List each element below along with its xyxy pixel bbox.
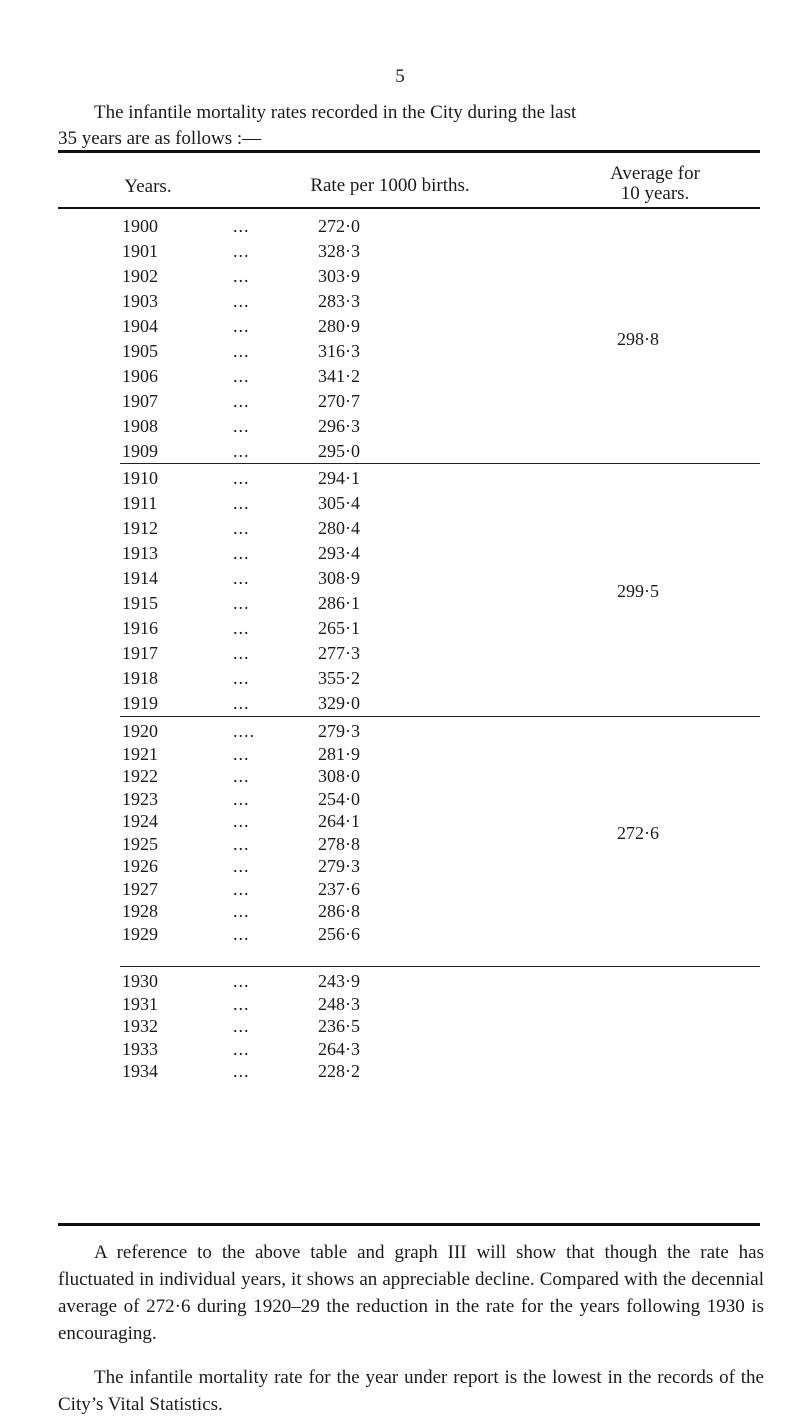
rate-cell: 305·4 — [318, 493, 360, 513]
leader-dots: ... — [233, 543, 250, 563]
leader-dots: ... — [233, 788, 250, 809]
year-cell: 1928 — [122, 901, 158, 921]
year-cell: 1906 — [122, 366, 158, 386]
leader-dots: ... — [233, 291, 250, 311]
leader-dots: ... — [233, 518, 250, 538]
leader-dots: ... — [233, 441, 250, 461]
intro-line-2: 35 years are as follows :— — [58, 128, 262, 149]
year-cell: 1925 — [122, 833, 158, 854]
leader-dots: ... — [233, 493, 250, 513]
rate-cell: 296·3 — [318, 416, 360, 436]
year-cell: 1918 — [122, 668, 158, 688]
rate-cell: 316·3 — [318, 341, 360, 361]
table-header-rule — [58, 207, 760, 209]
year-cell: 1903 — [122, 291, 158, 311]
leader-dots: .... — [233, 721, 255, 741]
year-cell: 1932 — [122, 1016, 158, 1036]
rate-cell: 279·3 — [318, 721, 360, 741]
leader-dots: ... — [233, 266, 250, 286]
rate-cell: 265·1 — [318, 618, 360, 638]
year-cell: 1929 — [122, 923, 158, 944]
rate-cell: 295·0 — [318, 441, 360, 461]
rate-cell: 236·5 — [318, 1016, 360, 1036]
leader-dots: ... — [233, 643, 250, 663]
table-row — [58, 719, 760, 743]
year-cell: 1923 — [122, 788, 158, 809]
rate-cell: 303·9 — [318, 266, 360, 286]
table-row — [58, 264, 760, 288]
year-cell: 1902 — [122, 266, 158, 286]
decade-separator — [120, 463, 760, 464]
header-average — [560, 164, 750, 204]
table-row — [58, 854, 760, 878]
leader-dots: ... — [233, 316, 250, 336]
leader-dots: ... — [233, 856, 250, 876]
year-cell: 1931 — [122, 993, 158, 1014]
year-cell: 1916 — [122, 618, 158, 638]
year-cell: 1922 — [122, 766, 158, 786]
table-top-rule — [58, 150, 760, 153]
year-cell: 1913 — [122, 543, 158, 563]
decade-average: 272·6 — [617, 822, 659, 843]
table-row — [58, 742, 760, 766]
rate-cell: 308·9 — [318, 568, 360, 588]
table-row — [58, 541, 760, 565]
leader-dots: ... — [233, 341, 250, 361]
table-row — [58, 764, 760, 788]
leader-dots: ... — [233, 901, 250, 921]
table-row — [58, 666, 760, 690]
table-row — [58, 1059, 760, 1083]
table-row — [58, 439, 760, 463]
leader-dots: ... — [233, 668, 250, 688]
intro-line-1: The infantile mortality rates recorded in the City during the last — [94, 102, 577, 123]
table-row — [58, 491, 760, 515]
year-cell: 1907 — [122, 391, 158, 411]
leader-dots: ... — [233, 743, 250, 764]
rate-cell: 277·3 — [318, 643, 360, 663]
decade-average: 299·5 — [617, 581, 659, 601]
table-row — [58, 899, 760, 923]
year-cell: 1909 — [122, 441, 158, 461]
rate-cell: 280·4 — [318, 518, 360, 538]
table-row — [58, 466, 760, 490]
table-row — [58, 1014, 760, 1038]
year-cell: 1920 — [122, 721, 158, 741]
year-cell: 1933 — [122, 1038, 158, 1059]
year-cell: 1924 — [122, 811, 158, 831]
year-cell: 1901 — [122, 241, 158, 261]
year-cell: 1910 — [122, 468, 158, 488]
header-years: Years. — [124, 176, 172, 197]
table-bottom-rule — [58, 1223, 760, 1226]
year-cell: 1930 — [122, 971, 158, 991]
header-average-line-1: Average for — [610, 163, 700, 184]
paragraph-1: A reference to the above table and graph III will show that though the rate has fluctuated in individual years, it shows an appreciable decline. Compared with the decennial average of 272·6 during 1920–29 the reduction in the rate for the years following 1930 is encouraging. — [58, 1242, 764, 1344]
leader-dots: ... — [233, 993, 250, 1014]
leader-dots: ... — [233, 241, 250, 261]
table-row — [58, 969, 760, 993]
table-row — [58, 641, 760, 665]
table-row — [58, 877, 760, 901]
leader-dots: ... — [233, 366, 250, 386]
rate-cell: 264·3 — [318, 1038, 360, 1059]
rate-cell: 308·0 — [318, 766, 360, 786]
leader-dots: ... — [233, 568, 250, 588]
leader-dots: ... — [233, 618, 250, 638]
year-cell: 1934 — [122, 1061, 158, 1081]
rate-cell: 256·6 — [318, 923, 360, 944]
leader-dots: ... — [233, 811, 250, 831]
rate-cell: 293·4 — [318, 543, 360, 563]
leader-dots: ... — [233, 1016, 250, 1036]
table-row — [58, 289, 760, 313]
leader-dots: ... — [233, 971, 250, 991]
year-cell: 1915 — [122, 593, 158, 613]
leader-dots: ... — [233, 391, 250, 411]
year-cell: 1927 — [122, 878, 158, 899]
header-rate: Rate per 1000 births. — [310, 175, 470, 196]
decade-average: 298·8 — [617, 329, 659, 349]
decade-separator — [120, 966, 760, 967]
leader-dots: ... — [233, 878, 250, 899]
body-text — [58, 1239, 764, 1418]
table-row — [58, 691, 760, 715]
rate-cell: 328·3 — [318, 241, 360, 261]
table-row — [58, 992, 760, 1016]
table-row — [58, 364, 760, 388]
leader-dots: ... — [233, 693, 250, 713]
rate-cell: 278·8 — [318, 833, 360, 854]
leader-dots: ... — [233, 468, 250, 488]
rate-cell: 264·1 — [318, 811, 360, 831]
rate-cell: 270·7 — [318, 391, 360, 411]
rate-cell: 243·9 — [318, 971, 360, 991]
year-cell: 1919 — [122, 693, 158, 713]
table-row — [58, 616, 760, 640]
table-row — [58, 414, 760, 438]
page-number: 5 — [395, 66, 405, 87]
year-cell: 1914 — [122, 568, 158, 588]
leader-dots: ... — [233, 593, 250, 613]
rate-cell: 286·1 — [318, 593, 360, 613]
year-cell: 1911 — [122, 493, 158, 513]
header-average-line-2: 10 years. — [620, 183, 690, 204]
table-row — [58, 922, 760, 946]
rate-cell: 237·6 — [318, 878, 360, 899]
rate-cell: 286·8 — [318, 901, 360, 921]
table-row — [58, 516, 760, 540]
rate-cell: 294·1 — [318, 468, 360, 488]
rate-cell: 281·9 — [318, 743, 360, 764]
leader-dots: ... — [233, 923, 250, 944]
leader-dots: ... — [233, 1061, 250, 1081]
year-cell: 1926 — [122, 856, 158, 876]
rate-cell: 272·0 — [318, 216, 360, 236]
rate-cell: 341·2 — [318, 366, 360, 386]
intro-text — [58, 100, 768, 152]
leader-dots: ... — [233, 1038, 250, 1059]
year-cell: 1921 — [122, 743, 158, 764]
table-row — [58, 239, 760, 263]
rate-cell: 279·3 — [318, 856, 360, 876]
year-cell: 1908 — [122, 416, 158, 436]
paragraph-2: The infantile mortality rate for the year under report is the lowest in the records of the City’s Vital Statistics. — [58, 1367, 764, 1415]
table-row — [58, 1037, 760, 1061]
year-cell: 1904 — [122, 316, 158, 336]
leader-dots: ... — [233, 416, 250, 436]
year-cell: 1905 — [122, 341, 158, 361]
rate-cell: 355·2 — [318, 668, 360, 688]
decade-separator — [120, 716, 760, 717]
rate-cell: 228·2 — [318, 1061, 360, 1081]
table-row — [58, 389, 760, 413]
leader-dots: ... — [233, 766, 250, 786]
year-cell: 1912 — [122, 518, 158, 538]
year-cell: 1917 — [122, 643, 158, 663]
rate-cell: 329·0 — [318, 693, 360, 713]
leader-dots: ... — [233, 216, 250, 236]
rate-cell: 283·3 — [318, 291, 360, 311]
rate-cell: 248·3 — [318, 993, 360, 1014]
leader-dots: ... — [233, 833, 250, 854]
rate-cell: 254·0 — [318, 788, 360, 809]
table-row — [58, 787, 760, 811]
rate-cell: 280·9 — [318, 316, 360, 336]
year-cell: 1900 — [122, 216, 158, 236]
table-row — [58, 214, 760, 238]
